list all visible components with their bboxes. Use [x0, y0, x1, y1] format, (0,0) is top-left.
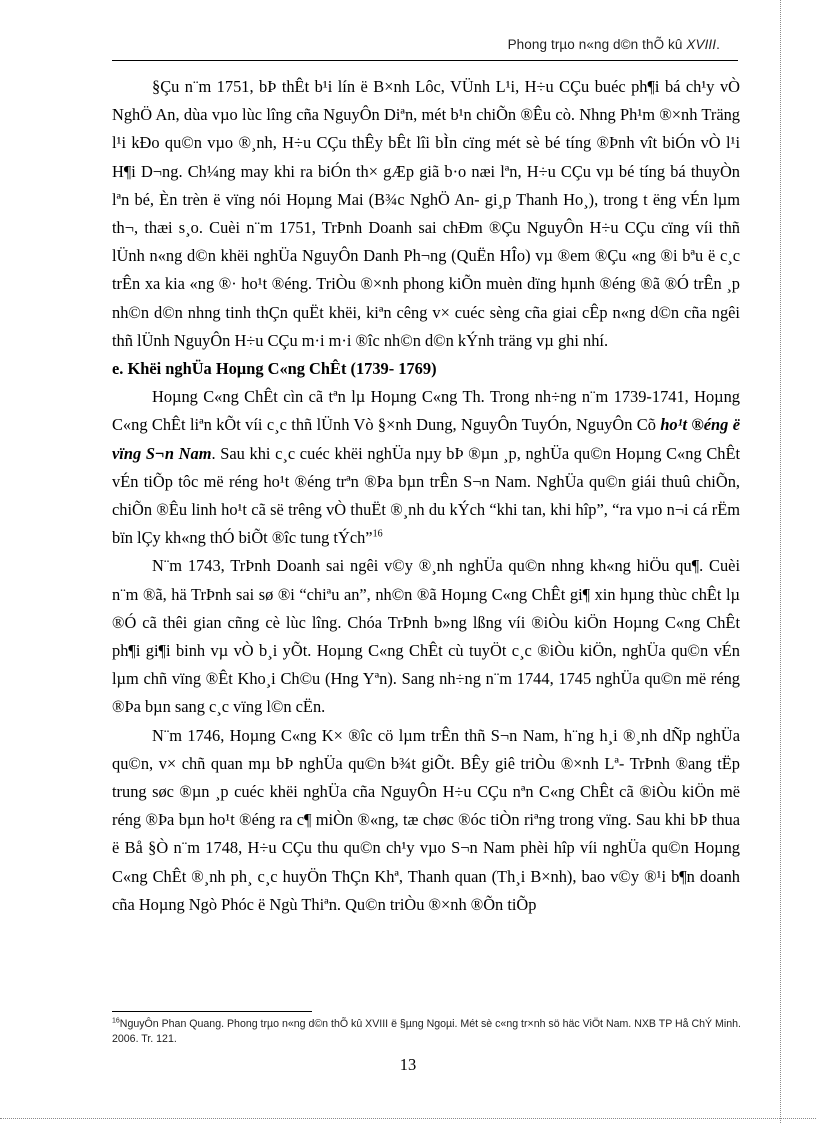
paragraph-2	[112, 383, 740, 552]
paragraph-2-text-b: . Sau khi c¸c cuéc khëi nghÜa nµy bÞ ®µn ¸p, nghÜa qu©n Hoµng C«ng ChÊt vÉn tiÕp tôc më réng ho¹t ®éng trªn ®Þa bµn trÊn S¬n Nam. NghÜa qu©n giái thuû chiÕn, chiÕn ®Êu linh ho¹t cã së trêng vÒ thuËt ®¸nh du kÝch “khi tan, khi hîp”, “ra vµo n¬i cá rËm bïn lÇy kh«ng thÓ biÕt ®îc tung tÝch”	[112, 443, 741, 548]
page-edge-right	[780, 0, 781, 1123]
section-heading: e. Khëi nghÜa Hoµng C«ng ChÊt (1739- 1769)	[112, 359, 437, 379]
running-header-title: Phong trµo n«ng d©n thÕ kû	[507, 37, 683, 52]
paragraph-3: N¨m 1743, TrÞnh Doanh sai ngêi v©y ®¸nh nghÜa qu©n nhng kh«ng hiÖu qu¶. Cuèi n¨m ®ã, hä TrÞnh sai sø ®i “chiªu an”, nh©n ®ã Hoµng C«ng ChÊt gi¶ xin hµng thùc chÊt lµ ®Ó cã thêi gian cñng cè lùc lîng. Chóa TrÞnh b»ng lßng víi ®iÒu kiÖn Hoµng C«ng ChÊt ph¶i gi¶i binh vµ vÒ b¸i yÕt. Hoµng C«ng ChÊt cù tuyÖt c¸c ®iÒu kiÖn, nghÜa qu©n vÉn lµm chñ vïng ®Êt Kho¸i Ch©u (Hng Yªn). Sang nh÷ng n¨m 1744, 1745 nghÜa qu©n më réng ®Þa bµn sang c¸c vïng l©n cËn.	[112, 556, 740, 717]
page-edge-bottom	[0, 1118, 816, 1119]
paragraph-1: §Çu n¨m 1751, bÞ thÊt b¹i lín ë B×nh Lôc, VÜnh L¹i, H÷u CÇu buéc ph¶i bá ch¹y vÒ NghÖ An, dùa vµo lùc lîng cña NguyÔn Diªn, mét b¹n chiÕn ®Êu cò. Nhng Ph¹m ®×nh Träng l¹i kÐo qu©n vµo ®¸nh, H÷u CÇu thÊy bÊt lîi bÌn cïng mét sè bé tíng ®Þnh vît biÓn vÒ l¹i H¶i D¬ng. Ch¼ng may khi ra biÓn th× gÆp giã b·o næi lªn, H÷u CÇu vµ bé tíng bá thuyÒn lªn bé, Èn trèn ë vïng nói Hoµng Mai (B¾c NghÖ An- gi¸p Thanh Ho¸), trong t ëng vÉn lµm th¬, thæi s¸o. Cuèi n¨m 1751, TrÞnh Doanh sai chÐm ®Çu NguyÔn H÷u CÇu cïng víi thñ lÜnh n«ng d©n khëi nghÜa NguyÔn Danh Ph¬ng (QuËn HÎo) vµ ®em ®Çu «ng ®i bªu ë c¸c trÊn xa kia «ng ®· ho¹t ®éng. TriÒu ®×nh phong kiÕn muèn dïng hµnh ®éng ®ã ®Ó trÊn ¸p nh©n d©n nhng tinh thÇn quËt khëi, kiªn cêng v× cuéc sèng cña giai cÊp n«ng d©n cña ngêi thñ lÜnh NguyÔn H÷u CÇu m·i m·i ®îc nh©n d©n kÝnh träng vµ ghi nhí.	[112, 77, 740, 350]
paragraph-2-text-a: Hoµng C«ng ChÊt cìn cã tªn lµ Hoµng C«ng Th. Trong nh÷ng n¨m 1739-1741, Hoµng C«ng ChÊt liªn kÕt víi c¸c thñ lÜnh Vò §×nh Dung, NguyÔn TuyÓn, NguyÔn Cõ	[112, 387, 740, 435]
footnote-reference[interactable]: 16	[372, 528, 383, 540]
paragraph-4: N¨m 1746, Hoµng C«ng K× ®îc cö lµm trÊn thñ S¬n Nam, h¨ng h¸i ®¸nh dÑp nghÜa qu©n, v× chñ quan mµ bÞ nghÜa qu©n b¾t giÕt. BÊy giê triÒu ®×nh Lª- TrÞnh ®ang tËp trung søc ®µn ¸p cuéc khëi nghÜa cña NguyÔn H÷u CÇu nªn C«ng ChÊt cã ®iÒu kiÖn më réng ®Þa bµn ho¹t ®éng ra c¶ miÒn ®«ng, tæ chøc ®óc tiÒn riªng trong vïng. Sau khi bÞ thua ë Bå §Ò n¨m 1748, H÷u CÇu thu qu©n ch¹y vµo S¬n Nam phèi hîp víi nghÜa qu©n Hoµng C«ng ChÊt ®¸nh ph¸ c¸c huyÖn ThÇn Khª, Thanh quan (Th¸i B×nh), bao v©y ®¹i b¶n doanh cña Hoµng Ngò Phóc ë Ngù Thiªn. Qu©n triÒu ®×nh ®Õn tiÕp	[112, 725, 740, 914]
footnote-number: 16	[112, 1017, 120, 1025]
running-header-century: XVIII	[686, 37, 717, 52]
page-number: 13	[399, 1055, 417, 1074]
paragraph-2-emphasis: ho¹t ®éng ë vïng S¬n Nam	[112, 415, 740, 463]
running-header	[508, 37, 720, 52]
footnote	[112, 1017, 742, 1047]
running-header-end: .	[716, 37, 720, 52]
body-text	[112, 73, 740, 919]
footnote-rule	[112, 1011, 312, 1012]
footnote-text: NguyÔn Phan Quang. Phong trµo n«ng d©n thÕ kû XVIII ë §µng Ngoµi. Mét sè c«ng tr×nh sö häc ViÖt Nam. NXB TP Hå ChÝ Minh. 2006. Tr. 121.	[112, 1018, 741, 1045]
header-rule	[112, 60, 738, 61]
